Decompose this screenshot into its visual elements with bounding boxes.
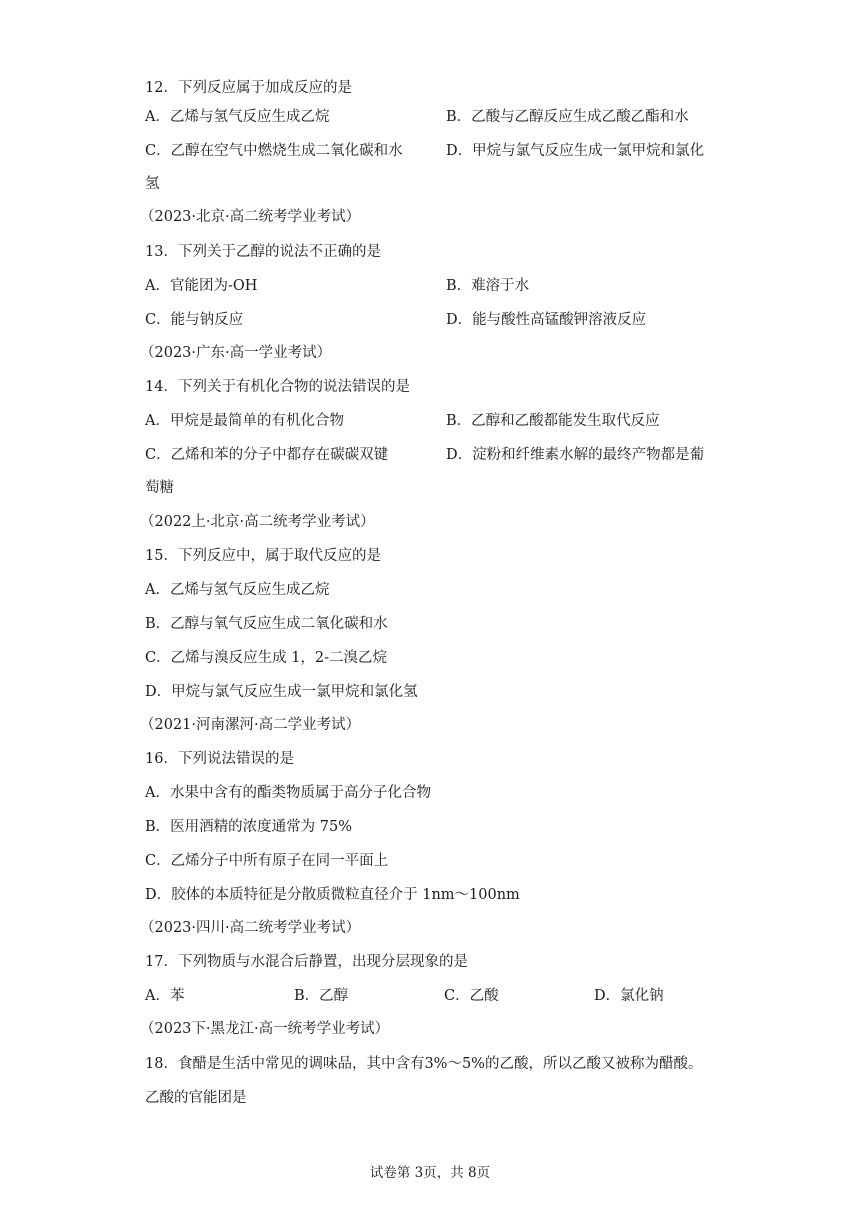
question-17-option-d: D．氯化钠 xyxy=(594,988,664,1004)
question-17-option-c: C．乙酸 xyxy=(444,988,499,1004)
question-16-stem: 16．下列说法错误的是 xyxy=(145,751,294,767)
question-16-option-d: D．胶体的本质特征是分散质微粒直径介于 1nm～100nm xyxy=(145,887,520,903)
question-12-option-b: B．乙酸与乙醇反应生成乙酸乙酯和水 xyxy=(446,109,689,125)
question-17-option-a: A．苯 xyxy=(145,988,185,1004)
question-18-source: （2023下·黑龙江·高一统考学业考试） xyxy=(140,1021,390,1037)
question-18-stem-continued: 乙酸的官能团是 xyxy=(145,1090,247,1106)
question-14-option-d: D．淀粉和纤维素水解的最终产物都是葡 xyxy=(446,447,705,463)
question-14-option-c: C．乙烯和苯的分子中都存在碳碳双键 xyxy=(145,447,389,463)
question-12-stem: 12．下列反应属于加成反应的是 xyxy=(145,80,352,96)
question-12-option-d: D．甲烷与氯气反应生成一氯甲烷和氯化 xyxy=(446,143,705,159)
question-15-option-d: D．甲烷与氯气反应生成一氯甲烷和氯化氢 xyxy=(145,684,418,700)
question-14-stem: 14．下列关于有机化合物的说法错误的是 xyxy=(145,379,410,395)
question-16-option-c: C．乙烯分子中所有原子在同一平面上 xyxy=(145,853,389,869)
question-13-stem: 13．下列关于乙醇的说法不正确的是 xyxy=(145,244,381,260)
question-17-source: （2023·四川·高二统考学业考试） xyxy=(140,920,361,936)
question-17-option-b: B．乙醇 xyxy=(294,988,349,1004)
question-13-option-a: A．官能团为-OH xyxy=(145,278,258,294)
question-16-option-b: B．医用酒精的浓度通常为 75% xyxy=(145,819,352,835)
question-13-option-c: C．能与钠反应 xyxy=(145,312,244,328)
question-12-option-d-continued: 氢 xyxy=(145,176,160,192)
question-15-option-b: B．乙醇与氧气反应生成二氧化碳和水 xyxy=(145,616,388,632)
page-footer: 试卷第 3页，共 8页 xyxy=(369,1165,491,1181)
question-14-option-b: B．乙醇和乙酸都能发生取代反应 xyxy=(446,413,660,429)
question-13-option-d: D．能与酸性高锰酸钾溶液反应 xyxy=(446,312,647,328)
question-12-option-c: C．乙醇在空气中燃烧生成二氧化碳和水 xyxy=(145,143,403,159)
question-14-source: （2023·广东·高一学业考试） xyxy=(140,345,332,361)
question-13-option-b: B．难溶于水 xyxy=(446,278,530,294)
question-15-source: （2022上·北京·高二统考学业考试） xyxy=(140,514,375,530)
question-16-option-a: A．水果中含有的酯类物质属于高分子化合物 xyxy=(145,785,431,801)
question-15-stem: 15．下列反应中，属于取代反应的是 xyxy=(145,548,381,564)
question-15-option-a: A．乙烯与氢气反应生成乙烷 xyxy=(145,582,330,598)
question-12-option-a: A．乙烯与氢气反应生成乙烷 xyxy=(145,109,330,125)
question-13-source: （2023·北京·高二统考学业考试） xyxy=(140,209,361,225)
question-17-stem: 17．下列物质与水混合后静置，出现分层现象的是 xyxy=(145,954,468,970)
question-15-option-c: C．乙烯与溴反应生成 1，2-二溴乙烷 xyxy=(145,650,388,666)
question-18-stem: 18．食醋是生活中常见的调味品，其中含有3%～5%的乙酸，所以乙酸又被称为醋酸。 xyxy=(145,1056,703,1072)
question-16-source: （2021·河南漯河·高二学业考试） xyxy=(140,717,361,733)
question-14-option-a: A．甲烷是最简单的有机化合物 xyxy=(145,413,344,429)
question-14-option-d-continued: 萄糖 xyxy=(145,480,174,496)
